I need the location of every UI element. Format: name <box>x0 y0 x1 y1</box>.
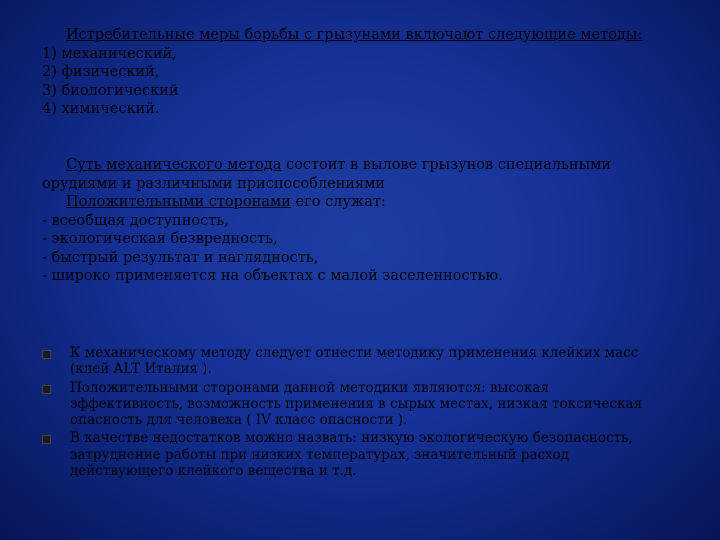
bullet-item <box>42 380 682 429</box>
advantage-item: - всеобщая доступность, <box>42 212 229 229</box>
methods-heading: Истребительные меры борьбы с грызунами включают следующие методы: <box>66 27 643 43</box>
advantage-item: - широко применяется на объектах с малой заселенностью. <box>42 268 503 284</box>
bullet-line: К механическому методу следует отнести методику применения клейких масс <box>70 345 639 361</box>
advantages-underlined: Положительными сторонами <box>66 194 291 210</box>
method-item: 3) биологический <box>42 82 179 99</box>
mechanical-intro-line2: орудиями и различными приспособлениями <box>42 175 386 192</box>
bullet-line: В качестве недостатков можно назвать: низкую экологическую безопасность, <box>70 430 633 447</box>
bullet-item <box>42 345 682 378</box>
bullet-line: опасность для человека ( IV класс опасности ). <box>70 412 408 429</box>
bullet-list <box>42 345 682 481</box>
advantage-item: - быстрый результат и наглядность, <box>42 249 319 266</box>
methods-block <box>42 26 682 119</box>
bullet-line: (клей ALT Италия ). <box>70 361 212 378</box>
square-bullet-icon <box>42 435 51 444</box>
bullet-line: эффективность, возможность применения в сырых местах, низкая токсическая <box>70 395 643 412</box>
method-item: 4) химический. <box>42 101 160 117</box>
bullet-line: затруднение работы при низких температурах, значительный расход <box>70 446 570 463</box>
mechanical-intro-rest: состоит в вылове грызунов специальными <box>281 157 612 173</box>
square-bullet-icon <box>42 350 51 359</box>
method-item: 2) физический, <box>42 64 160 80</box>
square-bullet-icon <box>42 385 51 394</box>
bullet-line: Положительными сторонами данной методики являются: высокая <box>70 379 549 396</box>
advantage-item: - экологическая безвредность, <box>42 231 278 247</box>
mechanical-intro-line <box>42 156 682 175</box>
bullet-item <box>42 430 682 479</box>
bullet-line: действующего клейкого вещества и т.д. <box>70 463 357 480</box>
mechanical-method-block <box>42 156 682 286</box>
method-item: 1) механический, <box>42 45 177 62</box>
advantages-line <box>42 193 682 212</box>
mechanical-intro-underlined: Суть механического метода <box>66 157 282 173</box>
advantages-rest: его служат: <box>290 194 386 210</box>
